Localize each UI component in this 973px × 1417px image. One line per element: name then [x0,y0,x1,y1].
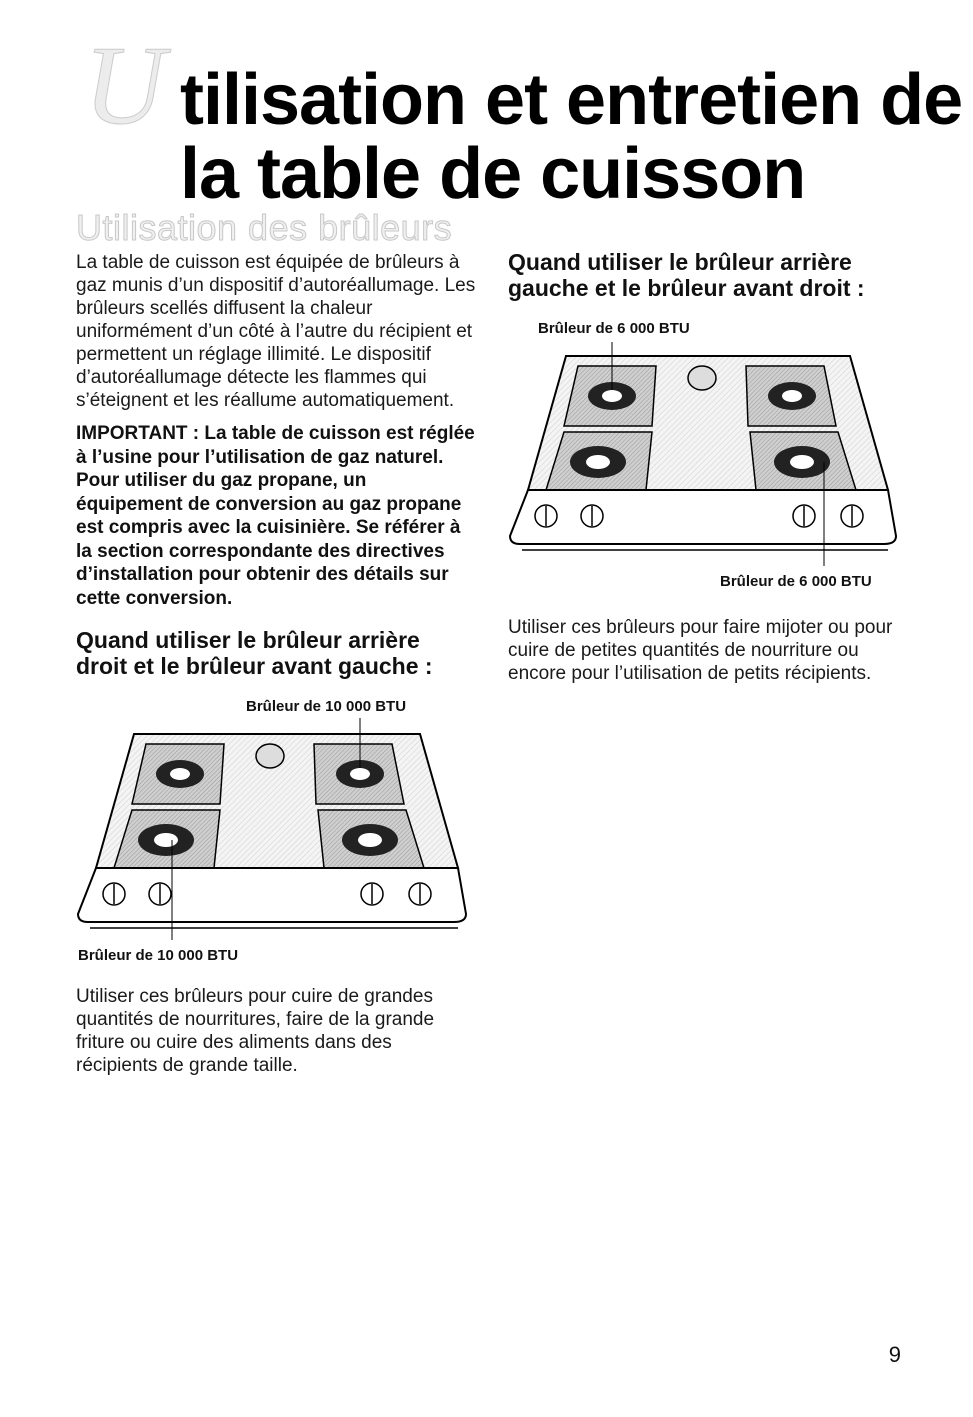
left-section-heading: Quand utiliser le brûleur arrière droit et le brûleur avant gauche : [76,627,433,679]
cooktop-illustration-right [506,342,904,566]
page-title-line-1: tilisation et entretien de [180,60,963,140]
section-heading: Utilisation des brûleurs [76,207,453,248]
right-section-body: Utiliser ces brûleurs pour faire mijoter ou pour cuire de petites quantités de nourriture ou encore pour l’utilisation de petits récipients. [508,617,893,684]
right-caption-top: Brûleur de 6 000 BTU [538,320,690,337]
cooktop-illustration-left [74,718,474,940]
right-caption-bottom: Brûleur de 6 000 BTU [720,573,872,590]
left-caption-top: Brûleur de 10 000 BTU [246,698,407,715]
left-section-body: Utiliser ces brûleurs pour cuire de grandes quantités de nourritures, faire de la grande friture ou cuire des aliments dans des récipients de grande taille. [76,986,435,1076]
page-title-line-2: la table de cuisson [180,134,806,214]
title-drop-cap: U [84,24,165,148]
important-notice: IMPORTANT : La table de cuisson est réglée à l’usine pour l’utilisation de gaz naturel. Pour utiliser du gaz propane, un équipement de conversion au gaz propane est compris avec la cuisinière. Se référer à la section correspondante des directives d’installation pour obtenir des détails sur cette conversion. [76,423,475,609]
left-caption-bottom: Brûleur de 10 000 BTU [78,947,239,964]
right-section-heading: Quand utiliser le brûleur arrière gauche et le brûleur avant droit : [508,249,865,301]
intro-paragraph: La table de cuisson est équipée de brûleurs à gaz munis d’un dispositif d’autoréallumage. Les brûleurs scellés diffusent la chaleur uniformément d’un côté à l’autre du récipient et permettent un réglage illimité. Le dispositif d’autoréallumage détecte les flammes qui s’éteignent et les réallume automatiquement. [76,252,476,411]
page-number: 9 [888,1342,901,1367]
